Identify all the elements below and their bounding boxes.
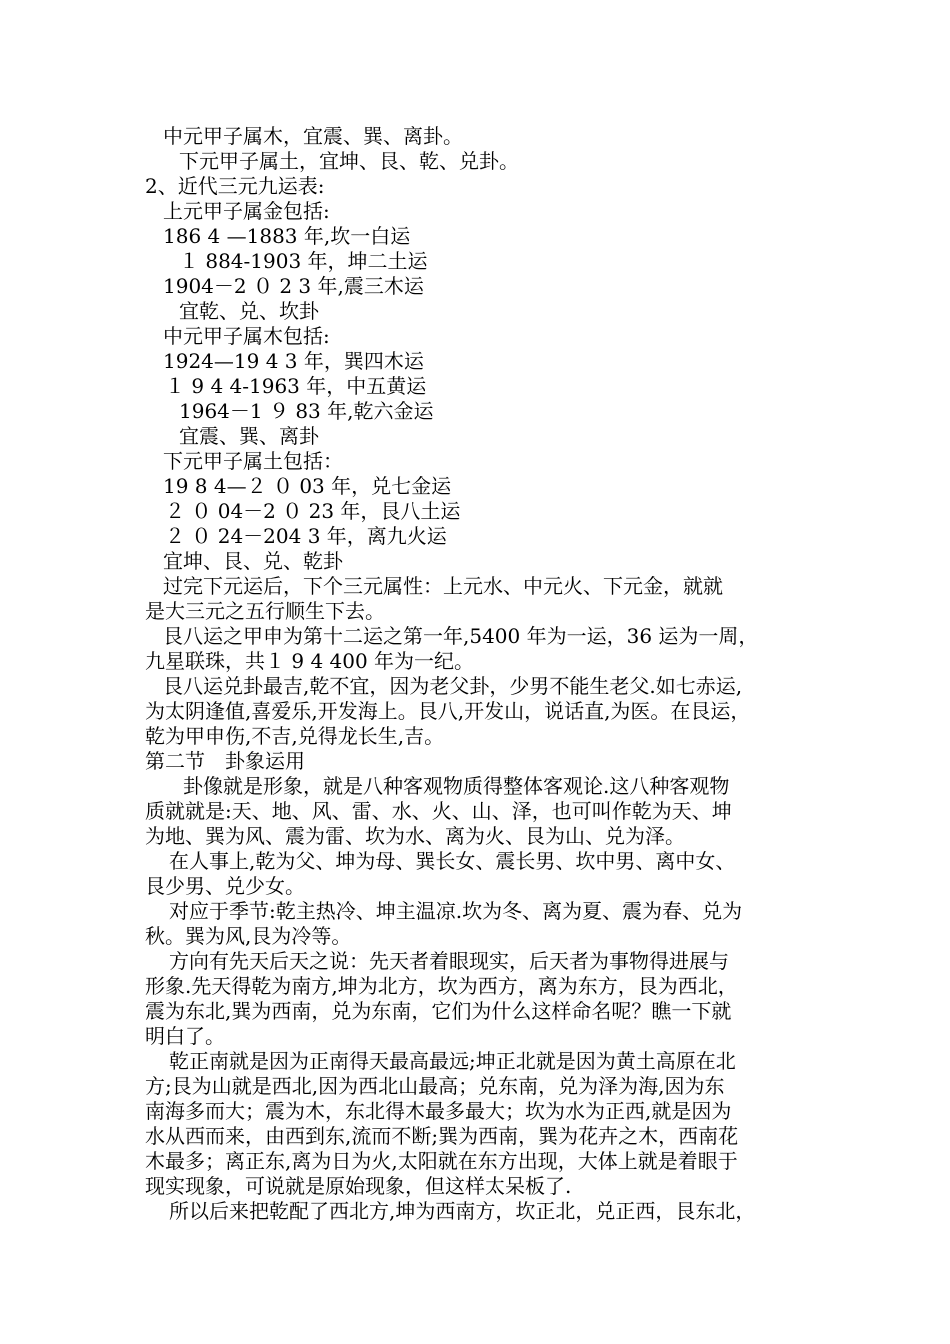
text-line: 在人事上,乾为父、坤为母、巽长女、震长男、坎中男、离中女、 [169, 849, 736, 873]
text-line: 下元甲子属土，宜坤、艮、乾、兑卦。 [179, 149, 519, 173]
text-line: 中元甲子属木，宜震、巽、离卦。 [163, 124, 463, 148]
text-line: 形象.先天得乾为南方,坤为北方，坎为西方，离为东方，艮为西北， [145, 974, 738, 998]
section-heading: 2、近代三元九运表: [145, 174, 325, 198]
text-line: 宜震、巽、离卦 [179, 424, 319, 448]
text-line: 木最多；离正东,离为日为火,太阳就在东方出现，大体上就是着眼于 [145, 1149, 738, 1173]
text-line: 现实现象，可说就是原始现象，但这样太呆板了. [145, 1174, 572, 1198]
text-line: １ 884-1903 年，坤二土运 [179, 249, 428, 273]
text-line: 为地、巽为风、震为雷、坎为水、离为火、艮为山、兑为泽。 [145, 824, 685, 848]
text-line: 南海多而大；震为木，东北得木最多最大；坎为水为正西,就是因为 [145, 1099, 732, 1123]
text-line: 为太阴逢值,喜爱乐,开发海上。艮八,开发山，说话直,为医。在艮运， [145, 699, 751, 723]
text-line: 宜坤、艮、兑、乾卦 [163, 549, 343, 573]
text-line: 上元甲子属金包括: [163, 199, 330, 223]
section-heading: 第二节 卦象运用 [145, 749, 305, 773]
text-line: 186 4 —1883 年,坎一白运 [163, 224, 411, 248]
text-line: 艮八运之甲申为第十二运之第一年,5400 年为一运，36 运为一周， [163, 624, 759, 648]
text-line: 震为东北,巽为西南，兑为东南，它们为什么这样命名呢？瞧一下就 [145, 999, 732, 1023]
text-line: 下元甲子属土包括： [163, 449, 343, 473]
text-line: 宜乾、兑、坎卦 [179, 299, 319, 323]
text-line: 乾正南就是因为正南得天最高最远;坤正北就是因为黄土高原在北 [169, 1049, 736, 1073]
text-line: 过完下元运后，下个三元属性：上元水、中元火、下元金，就就 [163, 574, 723, 598]
text-line: 秋。巽为风,艮为冷等。 [145, 924, 352, 948]
text-line: 中元甲子属木包括: [163, 324, 330, 348]
text-line: 1964－1 ９ 83 年,乾六金运 [179, 399, 434, 423]
text-line: 1924—19 4 3 年，巽四木运 [163, 349, 424, 373]
text-line: 卦像就是形象，就是八种客观物质得整体客观论.这八种客观物 [183, 774, 730, 798]
text-line: 质就就是:天、地、风、雷、水、火、山、泽，也可叫作乾为天、坤 [145, 799, 732, 823]
text-line: ２ ０ 04－2 ０ 23 年，艮八土运 [165, 499, 461, 523]
text-line: ２ ０ 24－204 3 年，离九火运 [165, 524, 447, 548]
text-line: 所以后来把乾配了西北方,坤为西南方，坎正北，兑正西，艮东北， [169, 1199, 756, 1223]
text-line: 明白了。 [145, 1024, 225, 1048]
text-line: 方;艮为山就是西北,因为西北山最高；兑东南，兑为泽为海,因为东 [145, 1074, 725, 1098]
text-line: 对应于季节:乾主热冷、坤主温凉.坎为冬、离为夏、震为春、兑为 [169, 899, 743, 923]
text-line: 是大三元之五行顺生下去。 [145, 599, 385, 623]
text-line: 九星联珠，共１ 9 4 400 年为一纪。 [145, 649, 475, 673]
text-line: 19 8 4—２ ０ 03 年，兑七金运 [163, 474, 452, 498]
text-line: 方向有先天后天之说：先天者着眼现实，后天者为事物得进展与 [169, 949, 729, 973]
text-line: 水从西而来，由西到东,流而不断;巽为西南，巽为花卉之木，西南花 [145, 1124, 739, 1148]
text-line: 乾为甲申伤,不吉,兑得龙长生,吉。 [145, 724, 445, 748]
text-line: 艮少男、兑少女。 [145, 874, 305, 898]
text-line: 1904－2 ０ 2 3 年,震三木运 [163, 274, 424, 298]
text-line: 艮八运兑卦最吉,乾不宜，因为老父卦，少男不能生老父.如七赤运, [163, 674, 743, 698]
text-line: １ 9 4 4-1963 年，中五黄运 [165, 374, 427, 398]
